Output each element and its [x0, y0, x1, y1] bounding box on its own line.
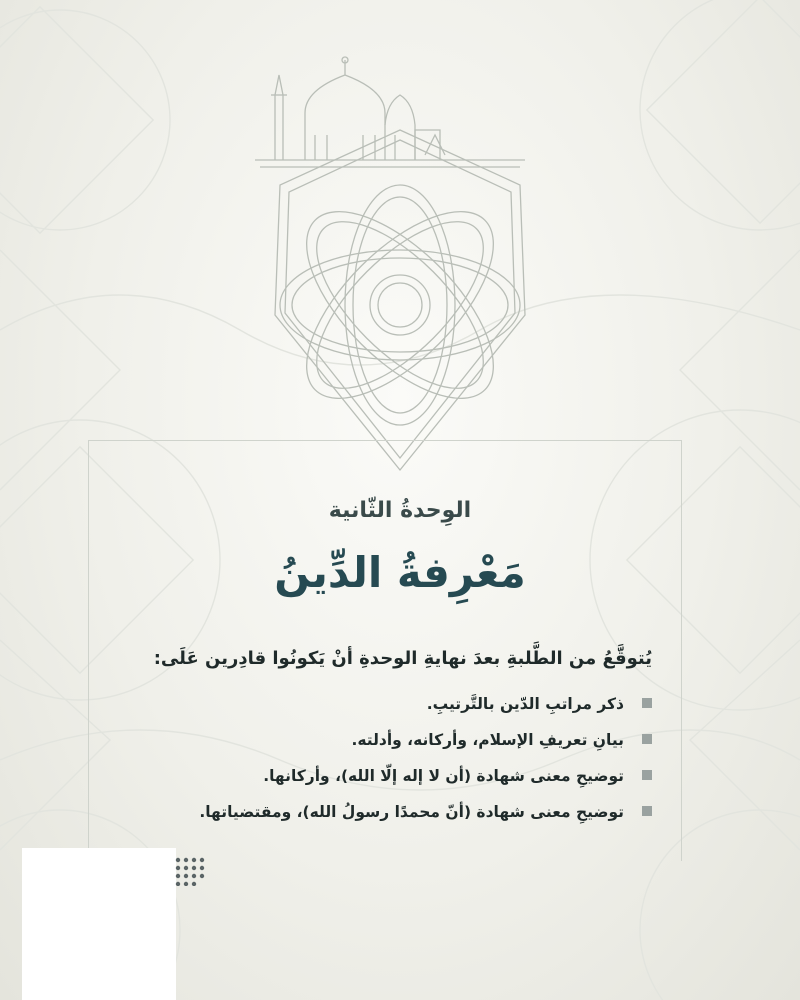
- square-bullet-icon: [642, 806, 652, 816]
- objectives-intro: يُتوقَّعُ من الطَّلبةِ بعدَ نهايةِ الوحدةِ أنْ يَكونُوا قادِرين عَلَى:: [153, 648, 652, 669]
- objective-item: [132, 764, 652, 800]
- mosque-icon: [255, 57, 525, 167]
- objective-text: توضيحِ معنى شهادة (أن لا إله إلّا الله)، وأركانها.: [263, 767, 624, 785]
- star-rosette-icon: [275, 130, 525, 470]
- objectives-list: [132, 692, 652, 836]
- unit-title: مَعْرِفةُ الدِّينُ: [274, 548, 526, 597]
- objective-text: ذكر مراتبِ الدّين بالتَّرتيبِ.: [426, 695, 624, 713]
- square-bullet-icon: [642, 734, 652, 744]
- dot-grid-icon: [172, 856, 212, 886]
- objective-item: [132, 800, 652, 836]
- blank-corner-box: [22, 848, 176, 1000]
- objective-item: [132, 692, 652, 728]
- objective-text: بيانِ تعريفِ الإسلام، وأركانه، وأدلته.: [351, 731, 624, 749]
- mosque-rosette-emblem: [215, 55, 585, 485]
- unit-label: الوِحدةُ الثّانية: [328, 498, 472, 523]
- square-bullet-icon: [642, 770, 652, 780]
- objective-text: توضيحِ معنى شهادة (أنّ محمدًا رسولُ الله)، ومقتضياتها.: [199, 803, 624, 821]
- objective-item: [132, 728, 652, 764]
- square-bullet-icon: [642, 698, 652, 708]
